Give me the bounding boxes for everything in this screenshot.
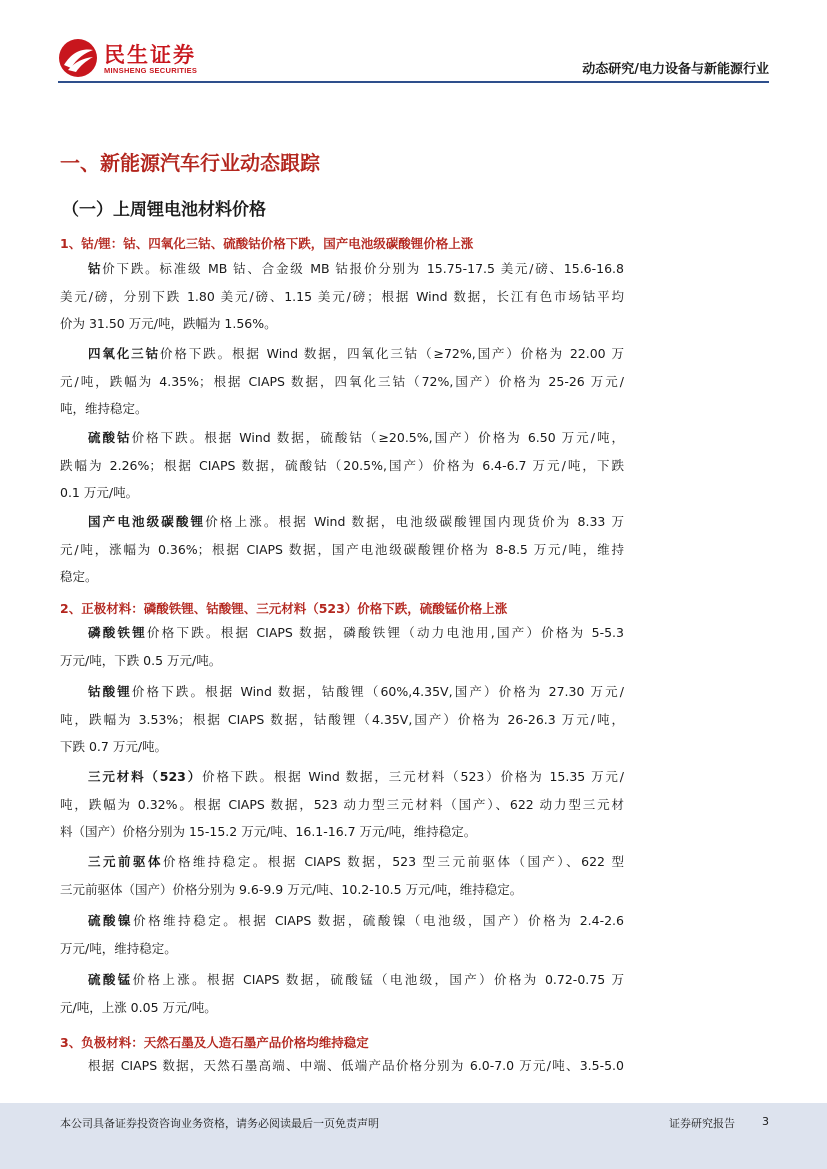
minsheng-logo-mark-icon xyxy=(58,38,98,78)
lead-term: 磷酸铁锂 xyxy=(88,625,147,640)
subsection-title: （一）上周锂电池材料价格 xyxy=(62,200,266,220)
topic3-title: 3、负极材料：天然石墨及人造石墨产品价格均维持稳定 xyxy=(60,1035,369,1050)
paragraph-lithium-carbonate: 国产电池级碳酸锂价格上涨。根据 Wind 数据，电池级碳酸锂国内现货价为 8.33 万 元/吨，涨幅为 0.36%；根据 CIAPS 数据，国产电池级碳酸锂价格为 8-8.5 万元/吨，维持 稳定。 xyxy=(60,514,624,584)
paragraph-graphite: 根据 CIAPS 数据，天然石墨高端、中端、低端产品价格分别为 6.0-7.0 万元/吨、3.5-5.0 xyxy=(88,1058,624,1073)
topic1-title: 1、钴/锂：钴、四氧化三钴、硫酸钴价格下跌，国产电池级碳酸锂价格上涨 xyxy=(60,236,474,251)
footer-doc-type: 证券研究报告 xyxy=(669,1117,735,1130)
header-divider xyxy=(58,81,769,83)
lead-term: 四氧化三钴 xyxy=(88,346,160,361)
lead-term: 硫酸锰 xyxy=(88,972,133,987)
page-header xyxy=(0,0,827,90)
lead-term: 钴 xyxy=(88,261,103,276)
lead-term: 三元前驱体 xyxy=(88,854,163,869)
paragraph-precursor: 三元前驱体价格维持稳定。根据 CIAPS 数据，523 型三元前驱体（国产）、622 型 三元前驱体（国产）价格分别为 9.6-9.9 万元/吨、10.2-10.5 万元/吨，维持稳定。 xyxy=(60,854,624,897)
logo-chinese-name: 民生证券 xyxy=(104,43,196,67)
logo-english-name: MINSHENG SECURITIES xyxy=(104,66,198,75)
lead-term: 硫酸镍 xyxy=(88,913,134,928)
paragraph-cobalt: 钴价下跌。标准级 MB 钴、合金级 MB 钴报价分别为 15.75-17.5 美元/磅、15.6-16.8 美元/磅，分别下跌 1.80 美元/磅、1.15 美元/磅；根据 Wind 数据，长江有色市场钴平均 价为 31.50 万元/吨，跌幅为 1.56%。 xyxy=(60,261,624,331)
paragraph-ncm523: 三元材料（523）价格下跌。根据 Wind 数据，三元材料（523）价格为 15.35 万元/ 吨，跌幅为 0.32%。根据 CIAPS 数据，523 动力型三元材料（国产）、622 动力型三元材 料（国产）价格分别为 15-15.2 万元/吨、16.1-16.7 万元/吨，维持稳定。 xyxy=(60,769,624,839)
lead-term: 硫酸钴 xyxy=(88,430,132,445)
section-title: 一、新能源汽车行业动态跟踪 xyxy=(60,151,320,175)
paragraph-cobalt-sulfate: 硫酸钴价格下跌。根据 Wind 数据，硫酸钴（≥20.5%,国产）价格为 6.50 万元/吨， 跌幅为 2.26%；根据 CIAPS 数据，硫酸钴（20.5%,国产）价格为 6.4-6.7 万元/吨，下跌 0.1 万元/吨。 xyxy=(60,430,624,500)
lead-term: 钴酸锂 xyxy=(88,684,132,699)
lead-term: 三元材料（523） xyxy=(88,769,203,784)
paragraph-lfp: 磷酸铁锂价格下跌。根据 CIAPS 数据，磷酸铁锂（动力电池用,国产）价格为 5-5.3 万元/吨，下跌 0.5 万元/吨。 xyxy=(60,625,624,668)
paragraph-lco: 钴酸锂价格下跌。根据 Wind 数据，钴酸锂（60%,4.35V,国产）价格为 27.30 万元/ 吨，跌幅为 3.53%；根据 CIAPS 数据，钴酸锂（4.35V,国产）价格为 26-26.3 万元/吨， 下跌 0.7 万元/吨。 xyxy=(60,684,624,754)
page-footer xyxy=(0,1103,827,1169)
minsheng-logo xyxy=(58,38,218,80)
topic2-title: 2、正极材料：磷酸铁锂、钴酸锂、三元材料（523）价格下跌，硫酸锰价格上涨 xyxy=(60,601,508,616)
page-number: 3 xyxy=(762,1115,769,1128)
footer-disclaimer: 本公司具备证券投资咨询业务资格，请务必阅读最后一页免责声明 xyxy=(60,1117,379,1130)
report-category: 动态研究/电力设备与新能源行业 xyxy=(582,62,769,77)
paragraph-cobalt-oxide: 四氧化三钴价格下跌。根据 Wind 数据，四氧化三钴（≥72%,国产）价格为 22.00 万 元/吨，跌幅为 4.35%；根据 CIAPS 数据，四氧化三钴（72%,国产）价格为 25-26 万元/ 吨，维持稳定。 xyxy=(60,346,624,416)
paragraph-manganese-sulfate: 硫酸锰价格上涨。根据 CIAPS 数据，硫酸锰（电池级，国产）价格为 0.72-0.75 万 元/吨，上涨 0.05 万元/吨。 xyxy=(60,972,624,1015)
lead-term: 国产电池级碳酸锂 xyxy=(88,514,206,529)
paragraph-nickel-sulfate: 硫酸镍价格维持稳定。根据 CIAPS 数据，硫酸镍（电池级，国产）价格为 2.4-2.6 万元/吨，维持稳定。 xyxy=(60,913,624,956)
